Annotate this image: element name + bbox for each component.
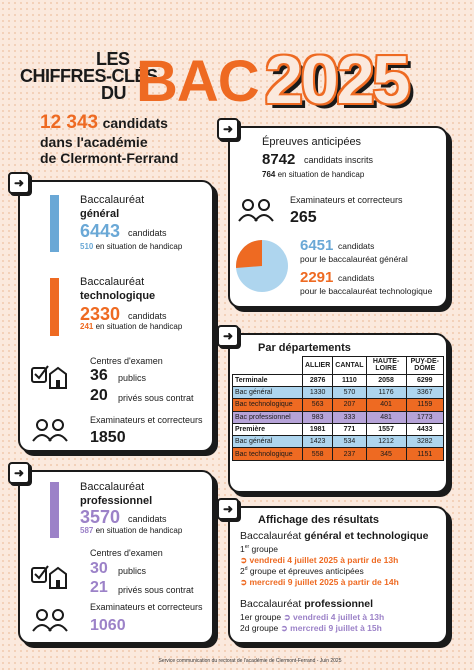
general-color-bar <box>50 195 59 252</box>
people-icon <box>30 418 70 442</box>
intro-line1: candidats <box>102 115 168 131</box>
departements-title: Par départements <box>258 342 351 354</box>
table-cell: 771 <box>333 423 366 435</box>
anticipees-inscrits-number: 8742 <box>262 151 296 168</box>
row-label: Bac professionnel <box>233 411 303 423</box>
techno-handicap: 241 en situation de handicap <box>80 322 183 331</box>
resultats-gt-title: Baccalauréat général et technologique <box>240 530 429 542</box>
table-cell: 1212 <box>366 436 406 448</box>
row-label: Bac technologique <box>233 448 303 460</box>
pro-examinateurs-number: 1060 <box>90 617 126 634</box>
general-title: Baccalauréat général <box>80 194 145 220</box>
anticipees-general-l1: candidats <box>338 241 375 251</box>
table-row <box>233 436 444 448</box>
resultats-gt-groupe1-date: ➲ vendredi 4 juillet 2025 à partir de 13h <box>240 555 399 565</box>
header-chiffres-cles: CHIFFRES-CLÉS <box>20 66 158 86</box>
table-cell: 983 <box>303 411 333 423</box>
techno-color-bar <box>50 278 59 336</box>
anticipees-examinateurs-title: Examinateurs et correcteurs <box>290 195 403 205</box>
table-cell: 1110 <box>333 374 366 386</box>
table-cell: 1151 <box>406 448 443 460</box>
intro-line3: de Clermont-Ferrand <box>40 149 179 166</box>
header-du: DU <box>101 83 126 103</box>
table-cell: 570 <box>333 386 366 398</box>
table-cell: 4433 <box>406 423 443 435</box>
departements-table <box>232 356 444 461</box>
column-header: PUY-DE-DÔME <box>406 357 443 375</box>
table-cell: 1330 <box>303 386 333 398</box>
resultats-pro-groupe1: 1er groupe ➲ vendredi 4 juillet à 13h <box>240 612 385 622</box>
table-cell: 558 <box>303 448 333 460</box>
departements-table-body <box>233 374 444 460</box>
anticipees-handicap: 764 en situation de handicap <box>262 170 365 179</box>
people-icon <box>30 608 70 632</box>
resultats-gt-groupe2-label: 2$^d$ groupe et épreuves anticipées <box>240 566 364 576</box>
pro-prives-number: 21 <box>90 579 108 596</box>
table-cell: 333 <box>333 411 366 423</box>
table-corner <box>233 357 303 375</box>
pro-handicap: 587 en situation de handicap <box>80 526 183 535</box>
column-header: ALLIER <box>303 357 333 375</box>
pie-techno-slice <box>236 240 262 268</box>
arrow-icon: ➜ <box>217 325 239 347</box>
people-icon <box>236 198 276 222</box>
gt-examinateurs-number: 1850 <box>90 429 126 446</box>
table-row <box>233 386 444 398</box>
gt-prives-text: privés sous contrat <box>118 393 194 403</box>
arrow-right-icon: ➲ <box>240 577 248 587</box>
gt-centres-title: Centres d'examen <box>90 356 163 366</box>
techno-title: Baccalauréat technologique <box>80 276 156 302</box>
table-row <box>233 423 444 435</box>
row-label: Première <box>233 423 303 435</box>
arrow-icon: ➜ <box>8 462 30 484</box>
row-label: Bac technologique <box>233 399 303 411</box>
table-cell: 207 <box>333 399 366 411</box>
header-year: 2025 <box>265 42 409 118</box>
table-cell: 1159 <box>406 399 443 411</box>
table-cell: 237 <box>333 448 366 460</box>
table-cell: 2876 <box>303 374 333 386</box>
row-label: Bac général <box>233 436 303 448</box>
pro-prives-text: privés sous contrat <box>118 585 194 595</box>
anticipees-general-number: 6451 <box>300 237 334 254</box>
pro-centres-title: Centres d'examen <box>90 548 163 558</box>
pro-color-bar <box>50 482 59 538</box>
table-cell: 1423 <box>303 436 333 448</box>
techno-unit: candidats <box>128 311 167 321</box>
table-row <box>233 448 444 460</box>
pro-number: 3570 <box>80 507 121 527</box>
table-cell: 1981 <box>303 423 333 435</box>
intro-block <box>40 112 220 166</box>
resultats-gt-groupe1-label: 1er groupe <box>240 544 279 554</box>
anticipees-general-l2: pour le baccalauréat général <box>300 254 408 264</box>
anticipees-examinateurs-number: 265 <box>290 209 317 226</box>
table-cell: 534 <box>333 436 366 448</box>
pro-publics-text: publics <box>118 566 147 576</box>
resultats-title: Affichage des résultats <box>258 514 380 526</box>
gt-publics-text: publics <box>118 373 147 383</box>
header-bac: BAC <box>136 49 259 114</box>
pro-examinateurs-title: Examinateurs et correcteurs <box>90 602 203 612</box>
table-cell: 1773 <box>406 411 443 423</box>
table-cell: 401 <box>366 399 406 411</box>
column-header: HAUTE-LOIRE <box>366 357 406 375</box>
table-cell: 6299 <box>406 374 443 386</box>
table-cell: 563 <box>303 399 333 411</box>
anticipees-inscrits-text: candidats inscrits <box>304 155 374 165</box>
column-header: CANTAL <box>333 357 366 375</box>
anticipees-pie-chart <box>234 238 290 294</box>
anticipees-title: Épreuves anticipées <box>262 136 362 148</box>
general-handicap: 510 en situation de handicap <box>80 242 183 251</box>
table-cell: 1176 <box>366 386 406 398</box>
footer-credit: Service communication du rectorat de l'académie de Clermont-Ferrand - Juin 2025 <box>158 658 342 664</box>
resultats-gt-groupe2-date: ➲ mercredi 9 juillet 2025 à partir de 14h <box>240 577 399 587</box>
table-cell: 1557 <box>366 423 406 435</box>
arrow-right-icon: ➲ <box>283 612 291 622</box>
pro-unit: candidats <box>128 514 167 524</box>
exam-center-icon <box>30 560 70 590</box>
intro-line2: dans l'académie <box>40 133 148 150</box>
arrow-right-icon: ➲ <box>240 555 248 565</box>
row-label: Bac général <box>233 386 303 398</box>
gt-prives-number: 20 <box>90 387 108 404</box>
pro-publics-number: 30 <box>90 560 108 577</box>
exam-center-icon <box>30 360 70 390</box>
pro-title: Baccalauréat professionnel <box>80 481 153 507</box>
gt-examinateurs-title: Examinateurs et correcteurs <box>90 415 203 425</box>
techno-number: 2330 <box>80 304 121 324</box>
table-cell: 481 <box>366 411 406 423</box>
intro-number: 12 343 <box>40 112 99 133</box>
general-unit: candidats <box>128 228 167 238</box>
anticipees-techno-l1: candidats <box>338 273 375 283</box>
table-cell: 2058 <box>366 374 406 386</box>
arrow-icon: ➜ <box>217 118 239 140</box>
table-row <box>233 374 444 386</box>
resultats-pro-groupe2: 2d groupe ➲ mercredi 9 juillet à 15h <box>240 623 382 633</box>
anticipees-techno-number: 2291 <box>300 269 334 286</box>
row-label: Terminale <box>233 374 303 386</box>
anticipees-techno-l2: pour le baccalauréat technologique <box>300 286 433 296</box>
general-number: 6443 <box>80 221 121 241</box>
gt-publics-number: 36 <box>90 367 108 384</box>
resultats-pro-title: Baccalauréat professionnel <box>240 598 374 610</box>
arrow-right-icon: ➲ <box>280 623 288 633</box>
arrow-icon: ➜ <box>217 498 239 520</box>
arrow-icon: ➜ <box>8 172 30 194</box>
table-cell: 3282 <box>406 436 443 448</box>
table-cell: 345 <box>366 448 406 460</box>
table-row <box>233 411 444 423</box>
table-cell: 3367 <box>406 386 443 398</box>
header-les: LES <box>96 49 130 69</box>
table-row <box>233 399 444 411</box>
